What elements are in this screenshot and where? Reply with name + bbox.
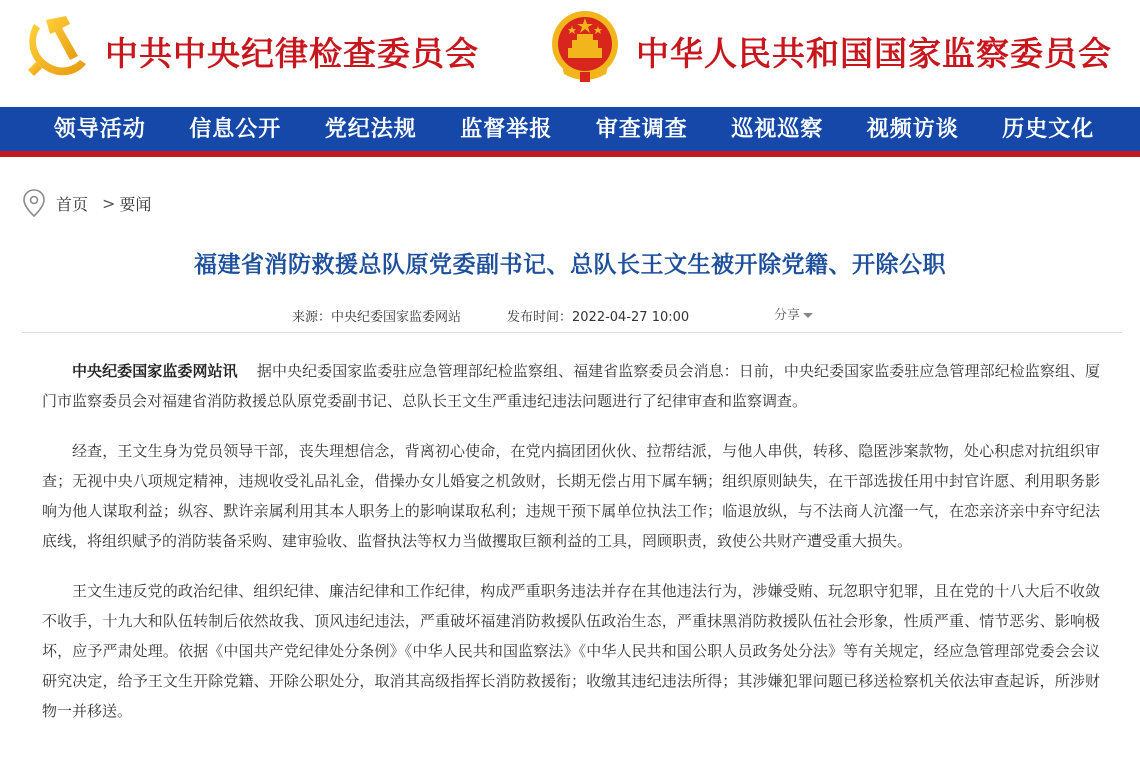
nav-item-inspection[interactable]: 巡视巡察 [731,116,824,142]
meta-divider [22,332,1122,333]
source-value: 中央纪委国家监委网站 [331,310,462,325]
paragraph: 王文生违反党的政治纪律、组织纪律、廉洁纪律和工作纪律，构成严重职务违法并存在其他违法行为，涉嫌受贿、玩忽职守犯罪，且在党的十八大后不收敛不收手，十九大和队伍转制后依然故我、顶风违纪违法，严重破坏福建消防救援队伍政治生态，严重抹黑消防救援队伍社会形象，性质严重、情节恶劣、影响极坏，应予严肃处理。依据《中国共产党纪律处分条例》《中华人民共和国监察法》《中华人民共和国公职人员政务处分法》等有关规定，经应急管理部党委会会议研究决定，给予王文生开除党籍、开除公职处分，取消其高级指挥长消防救援衔；收缴其违纪违法所得；其涉嫌犯罪问题已移送检察机关依法审查起诉，所涉财物一并移送。 [42,582,1100,720]
publish-time-value: 2022-04-27 10:00 [572,310,690,325]
breadcrumb-home-link[interactable]: 首页 [56,194,89,214]
cc-discipline-committee-title: 中共中央纪律检查委员会 [105,34,479,73]
share-label: 分享 [774,308,801,323]
article-title: 福建省消防救援总队原党委副书记、总队长王文生被开除党籍、开除公职 [194,252,946,278]
article-publish-time [507,306,689,325]
share-button[interactable] [774,304,813,323]
article-body [42,356,1100,746]
chevron-down-icon [803,313,813,318]
national-emblem-icon[interactable] [550,8,620,84]
site-header [0,0,1140,107]
main-nav [0,107,1140,151]
nav-red-strip [0,151,1140,157]
article-meta [0,302,1140,326]
publish-time-label: 发布时间： [507,310,573,325]
nav-list [32,107,1116,151]
paragraph-text: 据中央纪委国家监委驻应急管理部纪检监察组、福建省监察委员会消息：日前，中央纪委国家监委驻应急管理部纪检监察组、厦门市监察委员会对福建省消防救援总队原党委副书记、总队长王文生严重违纪违法问题进行了纪律审查和监察调查。 [42,362,1100,410]
national-supervision-commission-title: 中华人民共和国国家监察委员会 [636,34,1112,73]
breadcrumb-separator: > [102,193,116,213]
location-pin-icon [22,188,46,218]
nav-item-report[interactable]: 监督举报 [460,116,553,142]
nav-item-investigation[interactable]: 审查调查 [595,116,688,142]
paragraph [42,356,1100,416]
nav-item-history[interactable]: 历史文化 [1002,116,1095,142]
paragraph: 经查，王文生身为党员领导干部，丧失理想信念，背离初心使命，在党内搞团团伙伙、拉帮结派，与他人串供，转移、隐匿涉案款物，处心积虑对抗组织审查；无视中央八项规定精神，违规收受礼品礼金，借操办女儿婚宴之机敛财，长期无偿占用下属车辆；组织原则缺失，在干部选拔任用中封官许愿、利用职务影响为他人谋取利益；纵容、默许亲属利用其本人职务上的影响谋取私利；违规干预下属单位执法工作；临退放纵，与不法商人沆瀣一气，在恋亲济亲中弃守纪法底线，将组织赋予的消防装备采购、建审验收、监督执法等权力当做攫取巨额利益的工具，罔顾职责，致使公共财产遭受重大损失。 [42,442,1100,550]
breadcrumb [22,188,151,218]
nav-item-leadership[interactable]: 领导活动 [53,116,146,142]
source-label: 来源： [292,310,332,325]
party-emblem-icon[interactable] [22,10,90,80]
breadcrumb-current-link[interactable]: 要闻 [119,194,152,214]
nav-item-regulations[interactable]: 党纪法规 [324,116,417,142]
article-source [292,306,461,325]
lead-source-bold: 中央纪委国家监委网站讯 [72,362,238,380]
nav-item-information[interactable]: 信息公开 [189,116,282,142]
nav-item-video[interactable]: 视频访谈 [866,116,959,142]
